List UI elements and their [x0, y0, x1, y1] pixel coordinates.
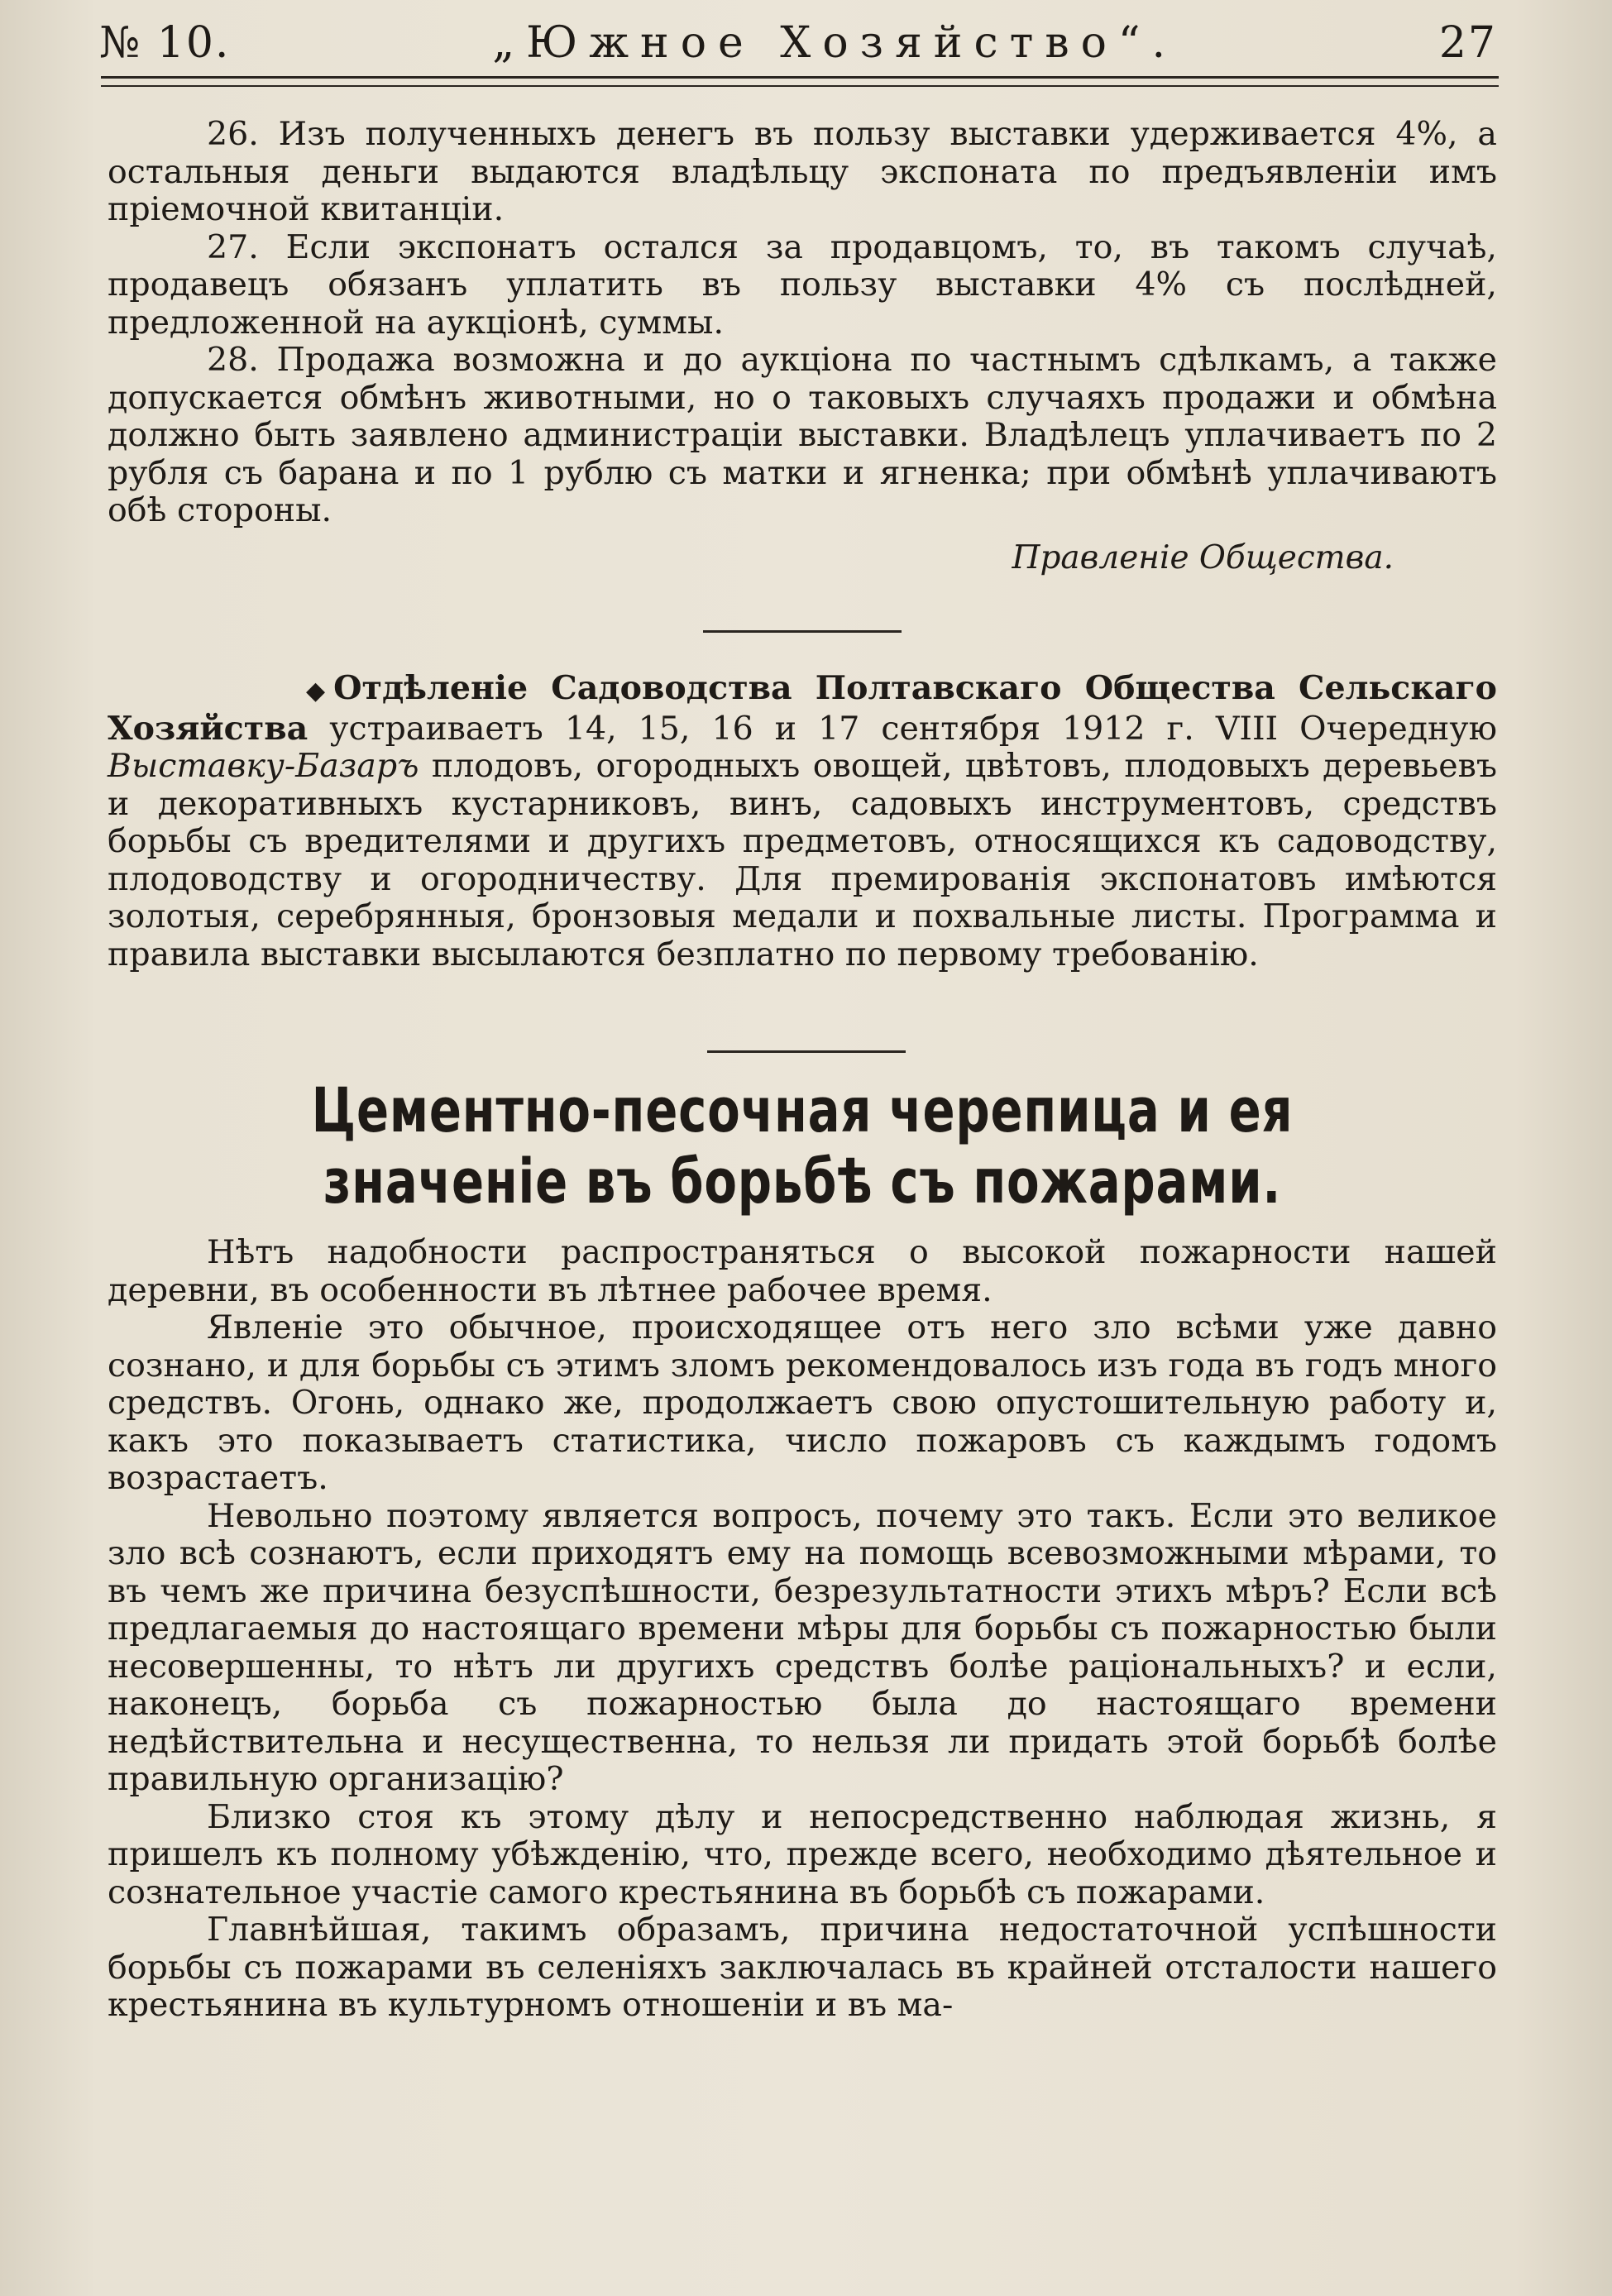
article-paragraph: Главнѣйшая, такимъ образамъ, причина недостаточной успѣшности борьбы съ пожарами въ селеніяхъ заключалась въ крайней отсталости нашего крестьянина въ культурномъ отношеніи и въ ма- [108, 1911, 1497, 2024]
article-paragraph: Близко стоя къ этому дѣлу и непосредственно наблюдая жизнь, я пришелъ къ полному убѣжденію, что, прежде всего, необходимо дѣятельное и сознательное участіе самого крестьянина въ борьбѣ съ пожарами. [108, 1797, 1497, 1911]
page-number: 27 [1438, 18, 1497, 68]
paragraph-28: 28. Продажа возможна и до аукціона по частнымъ сдѣлкамъ, а также допускается обмѣнъ животными, но о таковыхъ случаяхъ продажи и обмѣна должно быть заявлено администраціи выставки. Владѣлецъ уплачиваетъ по 2 рубля съ барана и по 1 рублю съ матки и ягненка; при обмѣнѣ уплачиваютъ обѣ стороны. [108, 341, 1497, 529]
article-headline: Цементно-песочная черепица и ея значеніе въ борьбѣ съ пожарами. [311, 1075, 1294, 1217]
announcement-text-a: устраиваетъ 14, 15, 16 и 17 сентября 1912 г. VIII Очередную [308, 709, 1497, 748]
separator-rule-2 [707, 1050, 906, 1053]
announcement-text-b: плодовъ, огородныхъ овощей, цвѣтовъ, плодовыхъ деревьевъ и декоративныхъ кустарниковъ, винъ, садовыхъ инструментовъ, средствъ борьбы съ вредителями и другихъ предметовъ, относящихся къ садоводству, плодоводству и огородничеству. Для премированія экспонатовъ имѣются золотыя, серебрянныя, бронзовыя медали и похвальные листы. Программа и правила выставки высылаются безплатно по первому требованію. [108, 747, 1497, 973]
announcement-section [108, 670, 1497, 973]
issue-number: № 10. [99, 18, 231, 68]
article-body [108, 1234, 1497, 2025]
running-header [99, 18, 1497, 76]
journal-title: „Южное Хозяйство“. [492, 18, 1178, 68]
paragraph-26: 26. Изъ полученныхъ денегъ въ пользу выставки удерживается 4%, а остальныя деньги выдаются владѣльцу экспоната по предъявленіи имъ пріемочной квитанціи. [108, 115, 1497, 228]
ornament-icon: ◆ [306, 677, 326, 706]
signature: Правленіе Общества. [1012, 539, 1394, 576]
paragraph-27: 27. Если экспонатъ остался за продавцомъ, то, въ такомъ случаѣ, продавецъ обязанъ уплатить въ пользу выставки 4% съ послѣдней, предложенной на аукціонѣ, суммы. [108, 227, 1497, 342]
announcement-paragraph [108, 670, 1497, 973]
regulations-section [108, 116, 1497, 530]
separator-rule [703, 630, 902, 633]
header-rule [101, 76, 1499, 87]
announcement-italic: Выставку-Базаръ [108, 747, 419, 785]
article-paragraph: Нѣтъ надобности распространяться о высокой пожарности нашей деревни, въ особенности въ лѣтнее рабочее время. [108, 1233, 1497, 1309]
article-paragraph: Невольно поэтому является вопросъ, почему это такъ. Если это великое зло всѣ сознаютъ, если приходятъ ему на помощь всевозможными мѣрами, то въ чемъ же причина безуспѣшности, безрезультатности этихъ мѣръ? Если всѣ предлагаемыя до настоящаго времени мѣры для борьбы съ пожарностью были несовершенны, то нѣтъ ли другихъ средствъ болѣе раціональныхъ? и если, наконецъ, борьба съ пожарностью была до настоящаго времени недѣйствительна и несущественна, то нельзя ли придать этой борьбѣ болѣе правильную организацію? [108, 1496, 1497, 1798]
article-paragraph: Явленіе это обычное, происходящее отъ него зло всѣми уже давно сознано, и для борьбы съ этимъ зломъ рекомендовалось изъ года въ годъ много средствъ. Огонь, однако же, продолжаетъ свою опустошительную работу и, какъ это показываетъ статистика, число пожаровъ съ каждымъ годомъ возрастаетъ. [108, 1308, 1497, 1497]
announcement-lead: Отдѣленіе Садоводства Полтавскаго Общества Сельскаго Хозяйства [108, 669, 1497, 748]
